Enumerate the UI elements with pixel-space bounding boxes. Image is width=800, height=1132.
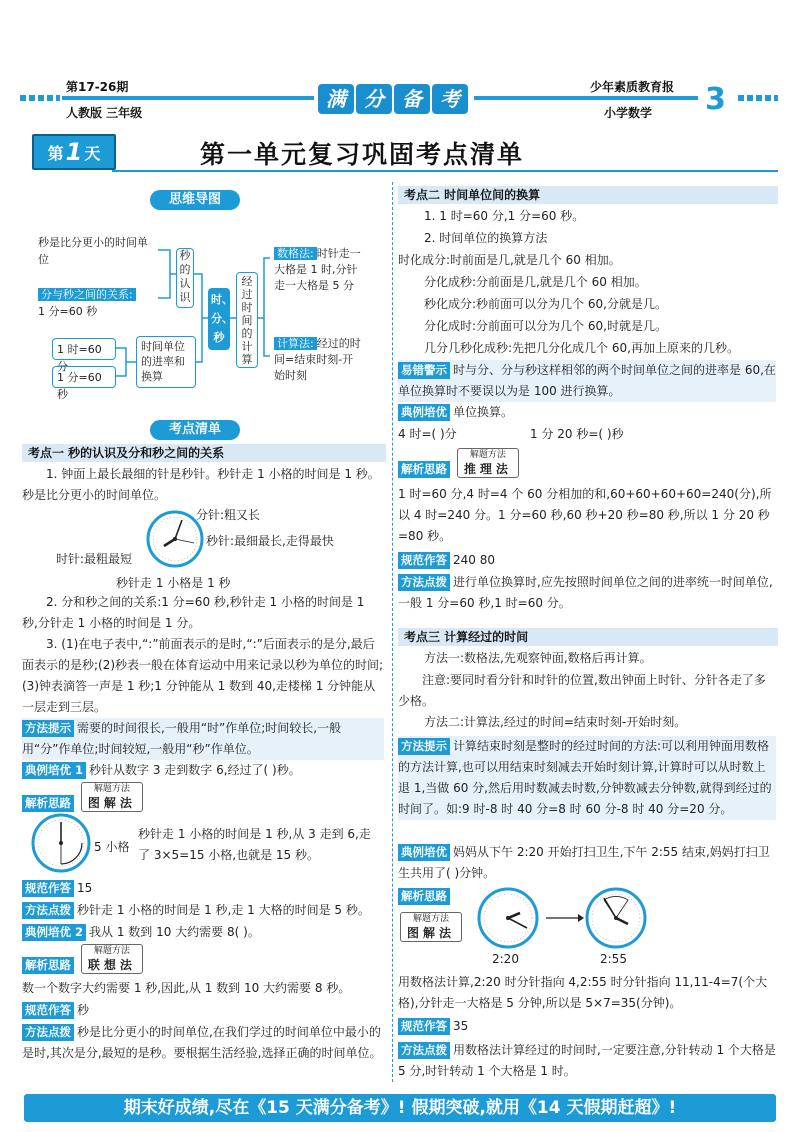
- issue-label: 第17-26期: [66, 80, 129, 94]
- answer3-tag: 规范作答: [398, 1018, 450, 1035]
- tip-tag: 方法提示: [22, 720, 74, 737]
- right-answer3: 规范作答 35: [398, 1016, 776, 1037]
- answer1-tag: 规范作答: [22, 880, 74, 897]
- left-an2: 数一个数字大约需要 1 秒,因此,从 1 数到 10 大约需要 8 秒。: [22, 981, 351, 995]
- point-tag: 方法点拨: [398, 574, 450, 591]
- answer-tag: 规范作答: [398, 552, 450, 569]
- clock1-hour-label: 时针:最粗最短: [56, 552, 133, 566]
- kd2-heading: 考点二 时间单位间的换算: [398, 186, 778, 204]
- clock-figure-end: [584, 886, 648, 950]
- right-r6: 分化成时:分前面可以分为几个 60,时就是几。: [424, 319, 667, 333]
- left-point2: 方法点拨 秒是比分更小的时间单位,在我们学过的时间单位中最小的是时,其次是分,最短的是秒。要根据生活经验,选择正确的时间单位。: [22, 1025, 382, 1060]
- analysis-tag: 解析思路: [398, 461, 450, 478]
- clock1-minute-label: 分针:粗又长: [196, 508, 261, 522]
- right-an: 1 时=60 分,4 时=4 个 60 分相加的和,60+60+60+60=240(分),所以 4 时=240 分。1 分=60 秒,60 秒+20 秒=80 秒,所以 1 分 20 秒=80 秒。: [398, 487, 772, 543]
- method-lianxiang: 解题方法 联想法: [81, 944, 143, 974]
- right-answer: 规范作答 240 80: [398, 550, 776, 571]
- right-ex3: 典例培优 妈妈从下午 2:20 开始打扫卫生,下午 2:55 结束,妈妈打扫卫生共用了( )分钟。: [398, 845, 770, 880]
- checklist-title: 考点清单: [150, 420, 240, 440]
- ex2-tag: 典例培优 2: [22, 924, 86, 941]
- right-m2: 方法二:计算法,经过的时间=结束时刻-开始时刻。: [424, 715, 687, 729]
- mindmap-count-method: 数格法: 时针走一大格是 1 时,分针走一大格是 5 分: [274, 247, 361, 292]
- clock-figure-2: [30, 812, 92, 874]
- clock-end-label: 2:55: [600, 952, 627, 966]
- right-point: 方法点拨 进行单位换算时,应先按照时间单位之间的进率统一时间单位,一般 1 分=60 秒,1 时=60 分。: [398, 575, 773, 610]
- right-r2: 2. 时间单位的换算方法: [424, 231, 548, 245]
- right-ex-q2: 1 分 20 秒=( )秒: [530, 427, 624, 441]
- left-ex2: 典例培优 2 我从 1 数到 10 大约需要 8( )。: [22, 922, 384, 943]
- analysis2-tag: 解析思路: [22, 957, 74, 974]
- brand-char: 分: [356, 84, 392, 114]
- left-fig2-text: 秒针走 1 小格的时间是 1 秒,从 3 走到 6,走了 3×5=15 小格,也就是 15 秒。: [138, 827, 371, 862]
- analysis1-tag: 解析思路: [22, 795, 74, 812]
- point2-tag: 方法点拨: [22, 1024, 74, 1041]
- clock2-label: 5 小格: [94, 840, 130, 854]
- clock-start-label: 2:20: [492, 952, 519, 966]
- brand-char: 满: [318, 84, 354, 114]
- mindmap-center: 时、分、秒: [208, 288, 230, 350]
- left-analysis2: [22, 944, 384, 976]
- left-p1: 1. 钟面上最长最细的针是秒针。秒针走 1 小格的时间是 1 秒。秒是比分更小的时间单位。: [22, 467, 380, 502]
- clock1-caption: 秒针走 1 小格是 1 秒: [116, 576, 231, 590]
- left-p3: 3. (1)在电子表中,“:”前面表示的是时,“:”后面表示的是分,最后面表示的是秒;(2)秒表一般在体育运动中用来记录以秒为单位的时间;(3)钟表滴答一声是 1 秒;1 分钟能从 1 数到 40,走楼梯 1 分钟能从一层走到三层。: [22, 637, 384, 714]
- left-p2: 2. 分和秒之间的关系:1 分=60 秒,秒针走 1 小格的时间是 1 秒,分针走 1 小格的时间是 1 分。: [22, 595, 365, 630]
- right-ex-q1: 4 时=( )分: [398, 427, 457, 441]
- brand-char: 考: [432, 84, 468, 114]
- mindmap-calc-method: 计算法: 经过的时间=结束时刻-开始时刻: [274, 337, 361, 382]
- kd3-heading: 考点三 计算经过的时间: [398, 628, 778, 646]
- mindmap-box-minute: 1 分=60 秒: [52, 366, 116, 388]
- left-analysis1: [22, 782, 384, 814]
- header-stripe-right: [738, 95, 778, 101]
- mindmap-box-min-sec: 分与秒之间的关系: 1 分=60 秒: [34, 284, 158, 322]
- ex-tag: 典例培优: [398, 404, 450, 421]
- clock-figure-start: [476, 886, 540, 950]
- ex1-tag: 典例培优 1: [22, 762, 86, 779]
- analysis3-tag: 解析思路: [398, 888, 450, 905]
- mindmap-box-hour: 1 时=60 分: [52, 338, 116, 360]
- subject-label: 小学数学: [604, 106, 653, 120]
- left-answer1: 规范作答 15: [22, 878, 384, 899]
- kd1-heading: 考点一 秒的认识及分和秒之间的关系: [22, 444, 386, 462]
- mindmap-box-second-def: 秒是比分更小的时间单位: [38, 236, 148, 266]
- mindmap-node-calc: 经过时间的计算: [236, 272, 258, 368]
- mindmap-node-unit: 时间单位的进率和换算: [136, 336, 196, 388]
- left-tip: 方法提示 需要的时间很长,一般用“时”作单位;时间较长,一般用“分”作单位;时间较短,一般用“秒”作单位。: [22, 718, 384, 760]
- left-point1: 方法点拨 秒针走 1 小格的时间是 1 秒,走 1 大格的时间是 5 秒。: [22, 900, 384, 921]
- right-r1: 1. 1 时=60 分,1 分=60 秒。: [424, 209, 585, 223]
- method-tujie-right: 解题方法 图解法: [400, 912, 462, 942]
- warn-tag: 易错警示: [398, 362, 450, 379]
- brand-char: 备: [394, 84, 430, 114]
- answer2-tag: 规范作答: [22, 1002, 74, 1019]
- right-m1: 方法一:数格法,先观察钟面,数格后再计算。: [424, 651, 652, 665]
- method-tuili: 解题方法 推理法: [457, 448, 519, 478]
- right-tip-tag: 方法提示: [398, 738, 450, 755]
- right-r7: 几分几秒化成秒:先把几分化成几个 60,再加上原来的几秒。: [424, 341, 739, 355]
- mindmap-node-second: 秒的认识: [176, 248, 194, 308]
- edition-label: 人教版 三年级: [66, 106, 143, 120]
- arrow-icon: [544, 912, 584, 924]
- header-bar-right: [474, 96, 698, 100]
- right-analysis: [398, 448, 776, 480]
- ex3-tag: 典例培优: [398, 844, 450, 861]
- right-r5: 秒化成分:秒前面可以分为几个 60,分就是几。: [424, 297, 667, 311]
- day-tag: 第 1 天: [32, 134, 116, 170]
- left-ex1: 典例培优 1 秒针从数字 3 走到数字 6,经过了( )秒。: [22, 760, 384, 781]
- page-title: 第一单元复习巩固考点清单: [200, 140, 525, 169]
- column-divider: [392, 182, 393, 1082]
- right-r4: 分化成秒:分前面是几,就是几个 60 相加。: [424, 275, 647, 289]
- right-point3: 方法点拨 用数格法计算经过的时间时,一定要注意,分针转动 1 个大格是 5 分,时针转动 1 个大格是 1 时。: [398, 1043, 776, 1078]
- right-an3: 用数格法计算,2:20 时分针指向 4,2:55 时分针指向 11,11-4=7(个大格),分针走一大格是 5 分钟,所以是 5×7=35(分钟)。: [398, 975, 768, 1010]
- clock1-second-label: 秒针:最细最长,走得最快: [206, 534, 334, 548]
- right-tip: 方法提示 计算结束时刻是整时的经过时间的方法:可以利用钟面用数格的方法计算,也可以用结束时刻减去开始时刻计算,计算时可以从时数上退 1,当做 60 分,然后用时数减去时数,分钟数减去分钟数,就得到经过的时间了。如:9 时-8 时 40 分=8 时 60 分-8 时 40 分=20 分。: [398, 736, 776, 820]
- right-warn: 易错警示 时与分、分与秒这样相邻的两个时间单位之间的进率是 60,在单位换算时不要误以为是 100 进行换算。: [398, 360, 776, 402]
- left-answer2: 规范作答 秒: [22, 1000, 384, 1021]
- method-tujie: 解题方法 图解法: [81, 782, 143, 812]
- right-r3: 时化成分:时前面是几,就是几个 60 相加。: [398, 253, 621, 267]
- paper-name: 少年素质教育报: [590, 80, 675, 94]
- right-m1n: 注意:要同时看分针和时针的位置,数出钟面上时针、分针各走了多少格。: [398, 673, 766, 708]
- page-number: 3: [705, 82, 726, 117]
- footer-banner: 期末好成绩,尽在《15 天满分备考》! 假期突破,就用《14 天假期赶超》!: [24, 1094, 776, 1122]
- mindmap-title: 思维导图: [150, 190, 240, 210]
- point1-tag: 方法点拨: [22, 902, 74, 919]
- right-ex: 典例培优 单位换算。: [398, 402, 776, 423]
- point3-tag: 方法点拨: [398, 1042, 450, 1059]
